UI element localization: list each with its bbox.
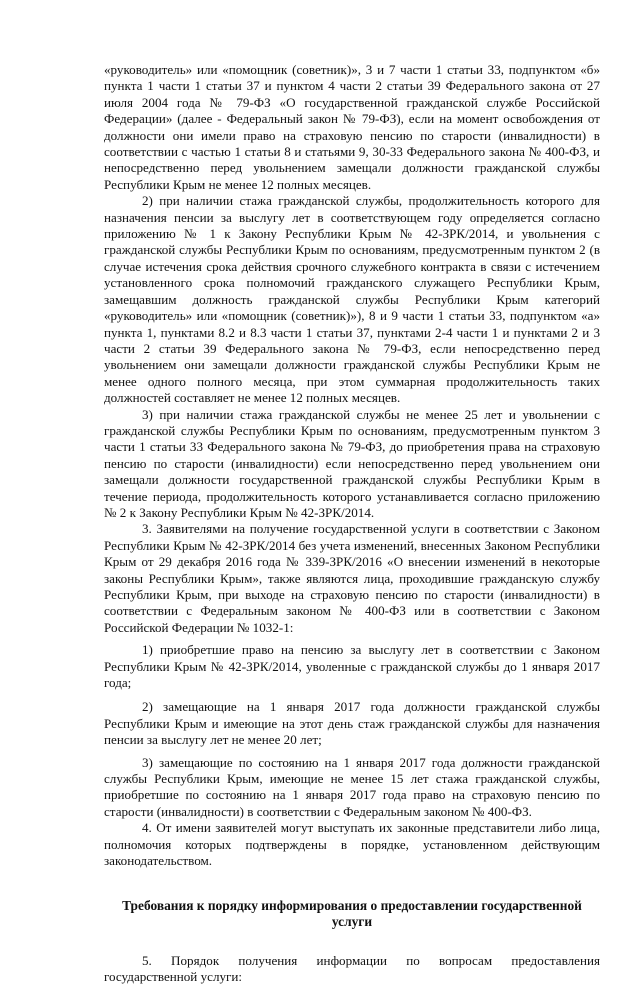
paragraph-subitem-2: 2) замещающие на 1 января 2017 года должности гражданской службы Республики Крым и имеющие на этот день стаж гражданской службы для назначения пенсии за выслугу лет не менее 20 лет; xyxy=(104,699,600,748)
paragraph-subitem-3: 3) замещающие по состоянию на 1 января 2017 года должности гражданской службы Республики Крым, имеющие не менее 15 лет стажа гражданской службы, приобретшие по состоянию на 1 января 2017 года право на страховую пенсию по старости (инвалидности) в соответствии с Федеральным законом № 400-ФЗ. xyxy=(104,754,600,819)
paragraph-clause-3: 3. Заявителями на получение государственной услуги в соответствии с Законом Республики Крым № 42-ЗРК/2014 без учета изменений, внесенных Законом Республики Крым от 29 декабря 2016 года № 339-ЗРК/2016 «О внесении изменений в некоторые законы Республики Крым», также являются лица, проходившие гражданскую службу Республики Крым, при выходе на страховую пенсию по старости (инвалидности) в соответствии с Федеральным законом № 400-ФЗ или в соответствии с Законом Российской Федерации № 1032-1: xyxy=(104,521,600,635)
paragraph-item-2: 2) при наличии стажа гражданской службы, продолжительность которого для назначения пенсии за выслугу лет в соответствующем году определяется согласно приложению № 1 к Закону Республики Крым № 42-ЗРК/2014, и увольнения с гражданской службы Республики Крым по основаниям, предусмотренным пунктом 2 (в случае истечения срока действия срочного служебного контракта в связи с истечением установленного срока полномочий гражданского служащего Республики Крым, замещавшим должность гражданской службы Республики Крым категорий «руководитель» или «помощник (советник)»), 8 и 9 части 1 статьи 33, подпунктом «а» пункта 1, пунктами 8.2 и 8.3 части 1 статьи 37, пунктами 2-4 части 1 и пунктами 2 и 3 части 2 статьи 39 Федерального закона № 79-ФЗ, если непосредственно перед увольнением они замещали должности гражданской службы Республики Крым не менее одного полного месяца, при этом суммарная продолжительность таких должностей составляет не менее 12 полных месяцев. xyxy=(104,193,600,406)
paragraph-subitem-1: 1) приобретшие право на пенсию за выслугу лет в соответствии с Законом Республики Крым № 42-ЗРК/2014, уволенные с гражданской службы до 1 января 2017 года; xyxy=(104,642,600,691)
paragraph-item-3: 3) при наличии стажа гражданской службы не менее 25 лет и увольнении с гражданской службы Республики Крым по основаниям, предусмотренным пунктом 3 части 1 статьи 33 Федерального закона № 79-ФЗ, до приобретения права на страховую пенсию по старости (инвалидности) если непосредственно перед увольнением они замещали должности государственной гражданской службы Республики Крым в течение периода, продолжительность которого устанавливается согласно приложению № 2 к Закону Республики Крым № 42-ЗРК/2014. xyxy=(104,406,600,520)
paragraph-clause-4: 4. От имени заявителей могут выступать их законные представители либо лица, полномочия которых подтверждены в порядке, установленном действующим законодательством. xyxy=(104,820,600,869)
section-heading: Требования к порядку информирования о предоставлении государственной услуги xyxy=(122,897,582,930)
paragraph-clause-5: 5. Порядок получения информации по вопросам предоставления государственной услуги: xyxy=(104,952,600,985)
paragraph-continuation: «руководитель» или «помощник (советник)», 3 и 7 части 1 статьи 33, подпунктом «б» пункта 1 части 1 статьи 37 и пунктом 4 части 2 статьи 39 Федерального закона от 27 июля 2004 года № 79-ФЗ «О государственной гражданской службе Российской Федерации» (далее - Федеральный закон № 79-ФЗ), если на момент освобождения от должности они имели право на страховую пенсию по старости (инвалидности) в соответствии с частью 1 статьи 8 и статьями 9, 30-33 Федерального закона № 400-ФЗ, и непосредственно перед увольнением замещали должности гражданской службы Республики Крым не менее 12 полных месяцев. xyxy=(104,62,600,192)
document-body xyxy=(104,62,600,986)
